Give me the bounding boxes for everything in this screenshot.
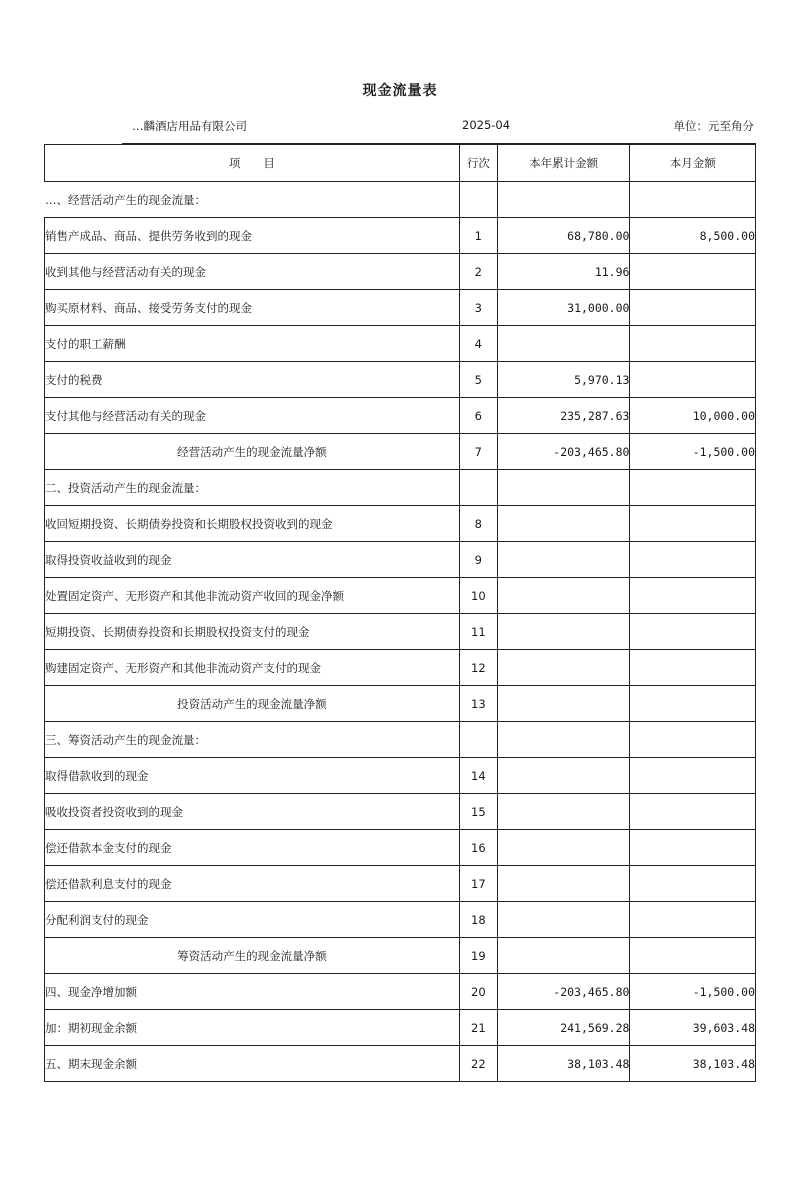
table-row (45, 182, 756, 218)
row-month-amount: -1,500.00 (630, 974, 756, 1010)
table-row (45, 614, 756, 650)
row-month-amount (630, 254, 756, 290)
row-ytd-amount: 11.96 (497, 254, 630, 290)
row-item-label: 购买原材料、商品、接受劳务支付的现金 (45, 290, 460, 326)
row-month-amount: 8,500.00 (630, 218, 756, 254)
row-item-label: 销售产成品、商品、提供劳务收到的现金 (45, 218, 460, 254)
row-line-no (459, 470, 497, 506)
table-row (45, 290, 756, 326)
row-month-amount (630, 938, 756, 974)
row-item-label: 收到其他与经营活动有关的现金 (45, 254, 460, 290)
table-row (45, 722, 756, 758)
table-row (45, 398, 756, 434)
currency-unit: 单位：元至角分 (673, 119, 754, 133)
row-line-no: 15 (459, 794, 497, 830)
row-ytd-amount: 5,970.13 (497, 362, 630, 398)
table-row (45, 686, 756, 722)
row-item-label: 取得投资收益收到的现金 (45, 542, 460, 578)
row-month-amount (630, 578, 756, 614)
table-row (45, 434, 756, 470)
row-ytd-amount: -203,465.80 (497, 974, 630, 1010)
row-line-no: 22 (459, 1046, 497, 1082)
table-row (45, 506, 756, 542)
table-row (45, 578, 756, 614)
row-line-no: 16 (459, 830, 497, 866)
cash-flow-table (44, 144, 756, 1082)
row-month-amount: -1,500.00 (630, 434, 756, 470)
row-item-label: 五、期末现金余额 (45, 1046, 460, 1082)
row-ytd-amount (497, 506, 630, 542)
row-line-no: 5 (459, 362, 497, 398)
table-row (45, 902, 756, 938)
row-ytd-amount: -203,465.80 (497, 434, 630, 470)
table-row (45, 218, 756, 254)
row-line-no: 13 (459, 686, 497, 722)
row-month-amount (630, 290, 756, 326)
header-line-no: 行次 (459, 145, 497, 182)
row-month-amount (630, 182, 756, 218)
report-period: 2025-04 (462, 118, 511, 132)
row-item-label: 三、筹资活动产生的现金流量： (45, 722, 460, 758)
row-item-label: 偿还借款利息支付的现金 (45, 866, 460, 902)
row-item-label: 四、现金净增加额 (45, 974, 460, 1010)
row-ytd-amount (497, 470, 630, 506)
row-month-amount (630, 722, 756, 758)
table-header-row (45, 145, 756, 182)
row-line-no: 8 (459, 506, 497, 542)
row-ytd-amount (497, 614, 630, 650)
table-row (45, 974, 756, 1010)
row-line-no: 7 (459, 434, 497, 470)
table-row (45, 254, 756, 290)
row-item-label: 偿还借款本金支付的现金 (45, 830, 460, 866)
row-line-no: 3 (459, 290, 497, 326)
row-item-label: 处置固定资产、无形资产和其他非流动资产收回的现金净额 (45, 578, 460, 614)
row-line-no: 11 (459, 614, 497, 650)
row-month-amount (630, 830, 756, 866)
row-item-label: 短期投资、长期债券投资和长期股权投资支付的现金 (45, 614, 460, 650)
table-row (45, 938, 756, 974)
row-month-amount (630, 542, 756, 578)
row-month-amount (630, 470, 756, 506)
table-row (45, 1010, 756, 1046)
row-month-amount: 38,103.48 (630, 1046, 756, 1082)
row-item-label: 投资活动产生的现金流量净额 (45, 686, 460, 722)
row-ytd-amount (497, 686, 630, 722)
table-row (45, 362, 756, 398)
row-month-amount: 39,603.48 (630, 1010, 756, 1046)
row-line-no: 6 (459, 398, 497, 434)
row-ytd-amount (497, 722, 630, 758)
row-line-no: 18 (459, 902, 497, 938)
row-ytd-amount (497, 866, 630, 902)
row-ytd-amount: 31,000.00 (497, 290, 630, 326)
row-month-amount (630, 902, 756, 938)
table-row (45, 470, 756, 506)
row-ytd-amount (497, 902, 630, 938)
table-row (45, 326, 756, 362)
row-line-no: 1 (459, 218, 497, 254)
row-line-no: 21 (459, 1010, 497, 1046)
row-ytd-amount (497, 794, 630, 830)
row-ytd-amount (497, 326, 630, 362)
header-ytd-amount: 本年累计金额 (497, 145, 630, 182)
row-ytd-amount: 241,569.28 (497, 1010, 630, 1046)
table-row (45, 650, 756, 686)
row-line-no: 10 (459, 578, 497, 614)
row-item-label: 收回短期投资、长期债券投资和长期股权投资收到的现金 (45, 506, 460, 542)
row-month-amount (630, 326, 756, 362)
row-line-no: 4 (459, 326, 497, 362)
row-line-no (459, 182, 497, 218)
row-item-label: 购建固定资产、无形资产和其他非流动资产支付的现金 (45, 650, 460, 686)
row-item-label: 经营活动产生的现金流量净额 (45, 434, 460, 470)
row-ytd-amount: 38,103.48 (497, 1046, 630, 1082)
row-ytd-amount: 68,780.00 (497, 218, 630, 254)
row-month-amount (630, 794, 756, 830)
row-item-label: 支付的职工薪酬 (45, 326, 460, 362)
table-row (45, 794, 756, 830)
header-item: 项 目 (45, 145, 460, 182)
document-title: 现金流量表 (362, 83, 438, 99)
row-ytd-amount (497, 578, 630, 614)
row-month-amount (630, 686, 756, 722)
row-month-amount (630, 650, 756, 686)
row-item-label: 加：期初现金余额 (45, 1010, 460, 1046)
row-month-amount (630, 506, 756, 542)
row-ytd-amount (497, 650, 630, 686)
row-month-amount: 10,000.00 (630, 398, 756, 434)
row-ytd-amount (497, 938, 630, 974)
row-ytd-amount (497, 830, 630, 866)
row-ytd-amount (497, 758, 630, 794)
row-ytd-amount (497, 182, 630, 218)
table-row (45, 1046, 756, 1082)
header-month-amount: 本月金额 (630, 145, 756, 182)
row-month-amount (630, 614, 756, 650)
row-item-label: 二、投资活动产生的现金流量： (45, 470, 460, 506)
row-item-label: 支付的税费 (45, 362, 460, 398)
row-item-label: …、经营活动产生的现金流量： (45, 182, 460, 218)
row-line-no: 2 (459, 254, 497, 290)
row-line-no: 17 (459, 866, 497, 902)
row-line-no: 19 (459, 938, 497, 974)
row-month-amount (630, 758, 756, 794)
row-ytd-amount: 235,287.63 (497, 398, 630, 434)
row-item-label: 分配利润支付的现金 (45, 902, 460, 938)
row-line-no: 9 (459, 542, 497, 578)
row-line-no: 14 (459, 758, 497, 794)
row-item-label: 筹资活动产生的现金流量净额 (45, 938, 460, 974)
row-ytd-amount (497, 542, 630, 578)
row-item-label: 取得借款收到的现金 (45, 758, 460, 794)
table-row (45, 830, 756, 866)
table-row (45, 866, 756, 902)
row-month-amount (630, 362, 756, 398)
row-item-label: 支付其他与经营活动有关的现金 (45, 398, 460, 434)
company-name: …麟酒店用品有限公司 (132, 119, 247, 133)
table-row (45, 542, 756, 578)
row-item-label: 吸收投资者投资收到的现金 (45, 794, 460, 830)
table-row (45, 758, 756, 794)
row-line-no: 12 (459, 650, 497, 686)
row-line-no (459, 722, 497, 758)
row-line-no: 20 (459, 974, 497, 1010)
row-month-amount (630, 866, 756, 902)
